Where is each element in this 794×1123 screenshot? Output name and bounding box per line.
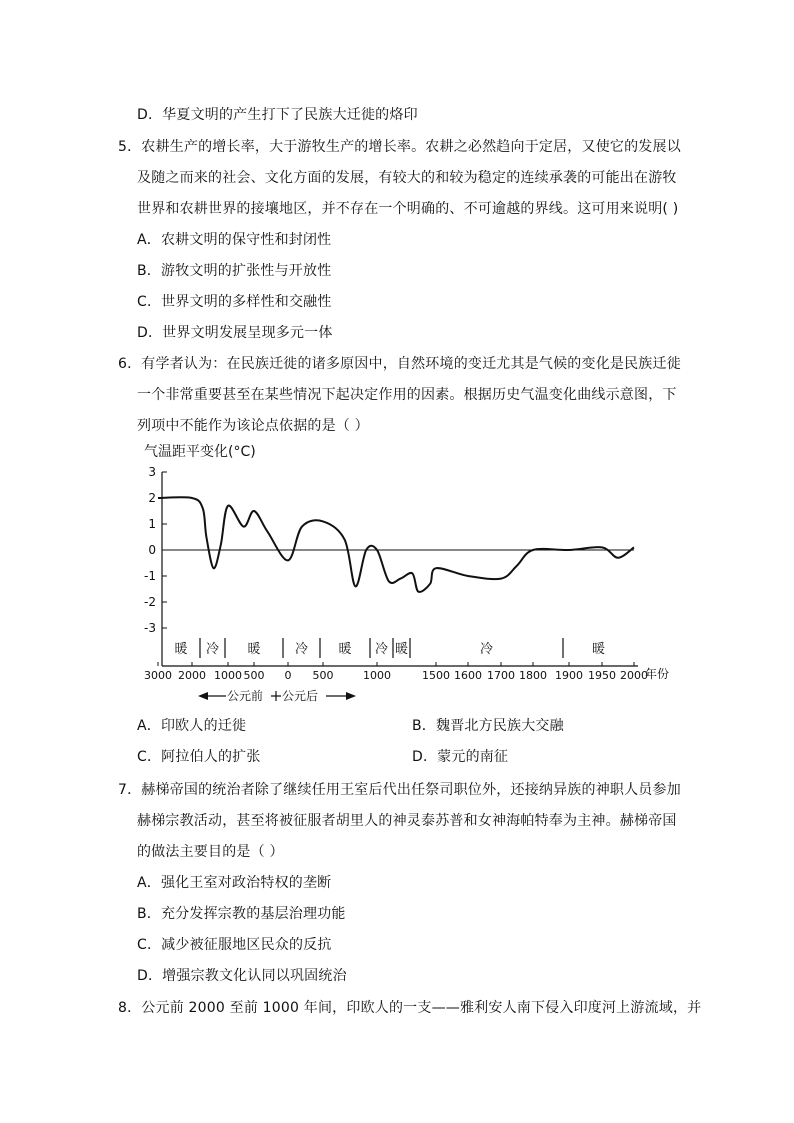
y-tick-label: 1 [148, 517, 156, 531]
y-tick-label: -3 [144, 621, 156, 635]
x-tick-label: 1600 [454, 669, 482, 682]
x-tick-label: 1950 [588, 669, 616, 682]
q6-stem-line-3: 列项中不能作为该论点依据的是（ ） [137, 418, 369, 434]
q6-stem-line-1: 6．有学者认为：在民族迁徙的诸多原因中，自然环境的变迁尤其是气候的变化是民族迁徙 [118, 356, 681, 372]
q7-stem-line-1: 7．赫梯帝国的统治者除了继续任用王室后代出任祭司职位外，还接纳异族的神职人员参加 [118, 782, 681, 798]
x-tick-label: 1800 [519, 669, 547, 682]
q6-option-b[interactable]: B．魏晋北方民族大交融 [412, 718, 564, 734]
x-tick-label: 500 [243, 669, 265, 682]
period-label: 暖 [247, 642, 261, 657]
x-tick-label: 2000 [620, 669, 648, 682]
temperature-curve [158, 497, 634, 592]
period-label: 冷 [205, 642, 220, 657]
y-tick-label: 0 [148, 543, 156, 557]
q7-option-a[interactable]: A．强化王室对政治特权的垄断 [137, 875, 332, 891]
x-tick-label: 500 [312, 669, 334, 682]
q5-stem-line-1: 5．农耕生产的增长率，大于游牧生产的增长率。农耕之必然趋向于定居，又使它的发展以 [118, 139, 681, 155]
chart-title: 气温距平变化(°C) [144, 444, 256, 460]
period-label: 暖 [394, 642, 409, 657]
q5-option-b[interactable]: B．游牧文明的扩张性与开放性 [137, 263, 332, 279]
period-label: 暖 [338, 642, 352, 657]
x-tick-label: 1000 [214, 669, 242, 682]
x-tick-label: 1700 [487, 669, 515, 682]
period-label: 冷 [374, 642, 389, 657]
era-arrow [198, 688, 356, 704]
q4-option-d: D．华夏文明的产生打下了民族大迁徙的烙印 [137, 107, 418, 123]
q7-stem-line-2: 赫梯宗教活动，甚至将被征服者胡里人的神灵泰苏普和女神海帕特奉为主神。赫梯帝国 [137, 813, 677, 829]
q5-stem-line-3: 世界和农耕世界的接壤地区，并不存在一个明确的、不可逾越的界线。这可用来说明( ) [137, 201, 679, 217]
y-tick-label: -2 [144, 595, 156, 609]
q7-option-b[interactable]: B．充分发挥宗教的基层治理功能 [137, 906, 346, 922]
x-tick-label: 0 [284, 669, 292, 682]
x-tick-label: 1000 [363, 669, 391, 682]
era-label-bc: 公元前 [227, 689, 264, 703]
temperature-anomaly-chart [118, 438, 690, 710]
y-tick-label: -1 [144, 569, 156, 583]
period-label: 冷 [294, 642, 309, 657]
q5-option-c[interactable]: C．世界文明的多样性和交融性 [137, 294, 332, 310]
q5-option-a[interactable]: A．农耕文明的保守性和封闭性 [137, 232, 332, 248]
x-tick-label: 2000 [178, 669, 206, 682]
period-label: 冷 [479, 642, 494, 657]
q7-stem-line-3: 的做法主要目的是（ ） [137, 844, 284, 860]
y-tick-label: 3 [148, 465, 156, 479]
q5-stem-line-2: 及随之而来的社会、文化方面的发展，有较大的和较为稳定的连续承袭的可能出在游牧 [137, 170, 677, 186]
period-label: 暖 [174, 642, 188, 657]
q8-stem-line-1: 8．公元前 2000 至前 1000 年间，印欧人的一支——雅利安人南下侵入印度河上游流域，并 [118, 1000, 702, 1016]
q5-option-d[interactable]: D．世界文明发展呈现多元一体 [137, 325, 333, 341]
x-tick-label: 1900 [555, 669, 583, 682]
x-axis-unit: 年份 [645, 667, 670, 681]
y-tick-label: 2 [148, 491, 156, 505]
x-tick-label: 3000 [144, 669, 172, 682]
q7-option-c[interactable]: C．减少被征服地区民众的反抗 [137, 937, 332, 953]
q6-stem-line-2: 一个非常重要甚至在某些情况下起决定作用的因素。根据历史气温变化曲线示意图，下 [137, 387, 677, 403]
q6-option-c[interactable]: C．阿拉伯人的扩张 [137, 749, 261, 765]
era-label-ad: 公元后 [282, 689, 319, 703]
q7-option-d[interactable]: D．增强宗教文化认同以巩固统治 [137, 968, 347, 984]
q6-option-a[interactable]: A．印欧人的迁徙 [137, 718, 247, 734]
x-tick-label: 1500 [422, 669, 450, 682]
q6-option-d[interactable]: D．蒙元的南征 [412, 749, 509, 765]
period-label: 暖 [591, 642, 606, 657]
